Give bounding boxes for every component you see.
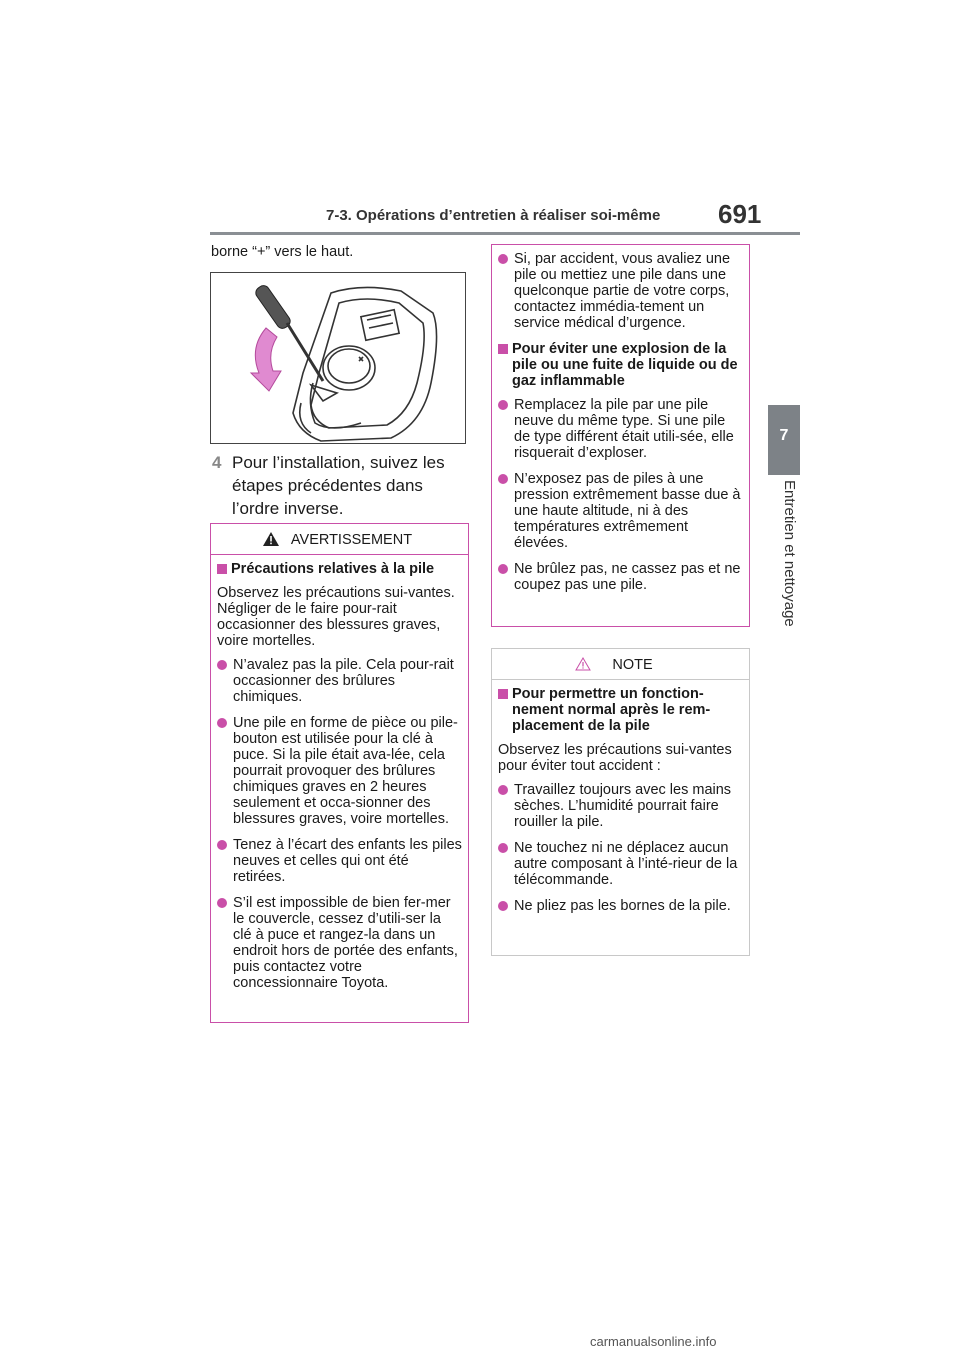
warning-triangle-icon [263, 532, 279, 546]
warning-box [210, 523, 469, 1023]
warning-bullet: N’avalez pas la pile. Cela pour-rait occasionner des brûlures chimiques. [217, 657, 462, 705]
bullet-dot-icon [498, 564, 508, 574]
bullet-dot-icon [498, 901, 508, 911]
header-rule [210, 232, 800, 235]
bullet-dot-icon [498, 400, 508, 410]
section-title: 7-3. Opérations d’entretien à réaliser soi-même [326, 207, 661, 224]
square-bullet-icon [498, 689, 508, 699]
bullet-dot-icon [217, 718, 227, 728]
warning-heading: Précautions relatives à la pile [217, 561, 462, 577]
page-number: 691 [718, 199, 762, 229]
bullet-dot-icon [217, 840, 227, 850]
watermark-footer: carmanualsonline.info [590, 1334, 717, 1349]
warning-bullet: S’il est impossible de bien fer-mer le couvercle, cessez d’utili-ser la clé à puce et rangez-la dans un endroit hors de portée des enfants, puis contactez votre concessionnaire Toyota. [217, 895, 462, 991]
note-heading: Pour permettre un fonction-nement normal après le rem-placement de la pile [498, 686, 743, 734]
note-box [491, 648, 750, 956]
step-text: Pour l’installation, suivez les étapes précédentes dans l’ordre inverse. [232, 453, 445, 518]
chapter-label: Entretien et nettoyage [781, 480, 798, 627]
note-bullet: Travaillez toujours avec les mains sèches. L’humidité pourrait faire rouiller la pile. [498, 782, 743, 830]
note-header [492, 649, 749, 680]
bullet-dot-icon [498, 785, 508, 795]
warning-intro: Observez les précautions sui-vantes. Négliger de le faire pour-rait occasionner des blessures graves, voire mortelles. [217, 585, 455, 649]
bullet-dot-icon [498, 474, 508, 484]
chapter-number: 7 [779, 427, 789, 444]
note-title: NOTE [612, 657, 653, 673]
caution-triangle-icon [575, 657, 591, 671]
bullet-dot-icon [498, 254, 508, 264]
explosion-heading: Pour éviter une explosion de la pile ou une fuite de liquide ou de gaz inflammable [498, 341, 743, 389]
warning-bullet: Une pile en forme de pièce ou pile-bouton est utilisée pour la clé à puce. Si la pile était ava-lée, cela pourrait provoquer des brûlures chimiques graves en 2 heures seulement et occa-sionner des blessures graves, voire mortelles. [217, 715, 462, 827]
warning-bullet: Tenez à l’écart des enfants les piles neuves et celles qui ont été retirées. [217, 837, 462, 885]
warning-bullet: N’exposez pas de piles à une pression extrêmement basse due à une haute altitude, ni à des températures extrêmement élevées. [498, 471, 743, 551]
square-bullet-icon [498, 344, 508, 354]
note-bullet: Ne touchez ni ne déplacez aucun autre composant à l’inté-rieur de la télécommande. [498, 840, 743, 888]
key-battery-illustration [210, 272, 466, 444]
warning-bullet: Ne brûlez pas, ne cassez pas et ne coupez pas une pile. [498, 561, 743, 593]
bullet-dot-icon [498, 843, 508, 853]
note-bullet: Ne pliez pas les bornes de la pile. [498, 898, 743, 914]
square-bullet-icon [217, 564, 227, 574]
warning-title: AVERTISSEMENT [290, 532, 413, 548]
warning-bullet: Si, par accident, vous avaliez une pile ou mettiez une pile dans une quelconque partie de votre corps, contactez immédia-tement un service médical d’urgence. [498, 251, 743, 331]
battery-replacement-icon [211, 273, 465, 443]
step-number: 4 [212, 453, 222, 472]
intro-text: borne “+” vers le haut. [211, 244, 354, 260]
chapter-tab [768, 405, 800, 475]
note-intro: Observez les précautions sui-vantes pour éviter tout accident : [498, 742, 732, 774]
bullet-dot-icon [217, 898, 227, 908]
warning-continued-box [491, 244, 750, 627]
warning-bullet: Remplacez la pile par une pile neuve du même type. Si une pile de type différent était utili-sée, elle risquerait d’exploser. [498, 397, 743, 461]
bullet-dot-icon [217, 660, 227, 670]
warning-header [211, 524, 468, 555]
